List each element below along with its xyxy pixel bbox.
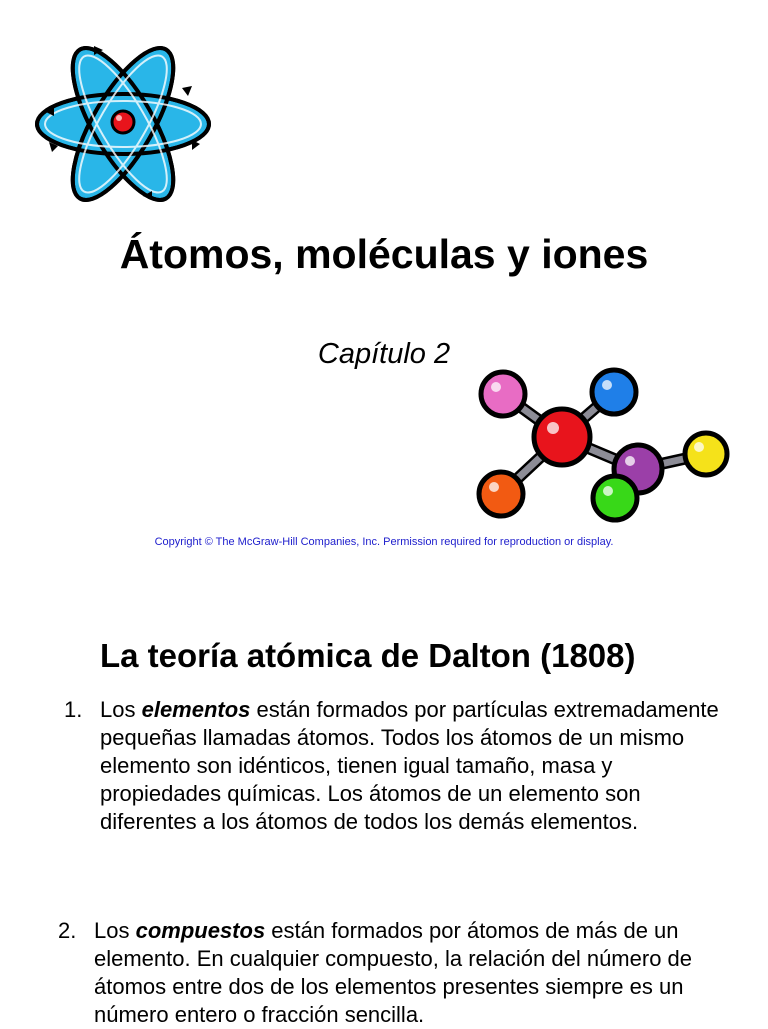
list-item-text bbox=[94, 917, 724, 1029]
list-item-number: 2. bbox=[58, 918, 77, 943]
slide-subtitle: Capítulo 2 bbox=[317, 338, 451, 370]
slide-title: Átomos, moléculas y iones bbox=[119, 231, 649, 277]
list-item-text bbox=[100, 696, 720, 836]
list-item-body: están formados por partículas extremadamente pequeñas llamadas átomos. Todos los átomos de un mismo elemento son idénticos, tienen igual tamaño, masa y propiedades químicas. Los átomos de un elemento son diferentes a los átomos de todos los demás elementos. bbox=[100, 697, 719, 834]
list-item-lead: Los bbox=[94, 918, 136, 943]
copyright-notice: Copyright © The McGraw-Hill Companies, Inc. Permission required for reproduction or display. bbox=[154, 536, 614, 548]
emphasized-term: elementos bbox=[141, 697, 251, 722]
list-item-number: 1. bbox=[64, 697, 83, 722]
list-item-body: están formados por átomos de más de un elemento. En cualquier compuesto, la relación del número de átomos entre dos de los elementos presentes siempre es un número entero o fracción sencilla. bbox=[94, 918, 693, 1027]
section-heading: La teoría atómica de Dalton (1808) bbox=[100, 637, 636, 674]
atom-icon bbox=[32, 34, 214, 214]
emphasized-term: compuestos bbox=[135, 918, 266, 943]
list-item-lead: Los bbox=[100, 697, 142, 722]
molecule-icon bbox=[472, 364, 734, 530]
